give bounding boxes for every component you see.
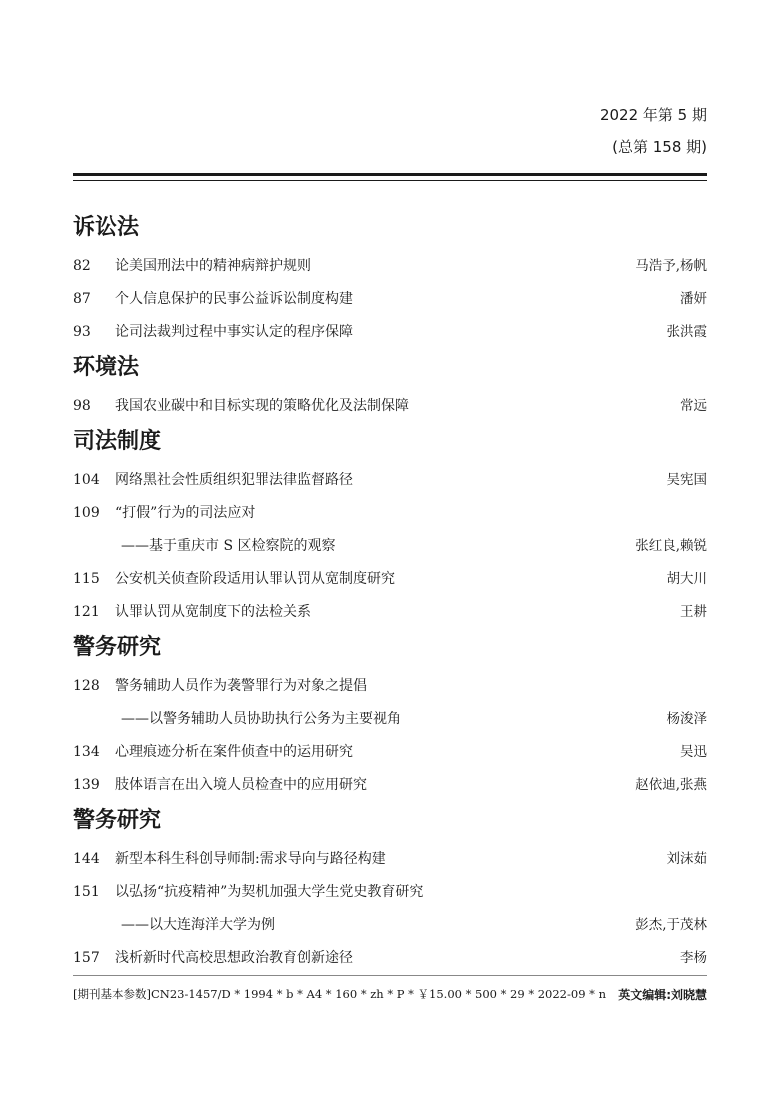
article-title: 个人信息保护的民事公益诉讼制度构建 xyxy=(115,291,353,307)
page-number: 157 xyxy=(73,950,100,966)
page-number: 109 xyxy=(73,505,100,521)
article-author: 胡大川 xyxy=(666,571,707,587)
section-title: 诉讼法 xyxy=(73,215,140,240)
article-title: 新型本科生科创导师制:需求导向与路径构建 xyxy=(115,851,386,867)
article-author: 张洪霞 xyxy=(666,324,707,340)
toc-entry[interactable] xyxy=(73,316,707,349)
page-number: 82 xyxy=(73,258,91,274)
toc-entry[interactable] xyxy=(73,909,707,942)
toc-entry[interactable] xyxy=(73,464,707,497)
toc-entry[interactable] xyxy=(73,736,707,769)
article-title: ——以大连海洋大学为例 xyxy=(121,917,275,933)
article-title: 肢体语言在出入境人员检查中的应用研究 xyxy=(115,777,367,793)
table-of-contents xyxy=(73,209,707,975)
toc-entry[interactable] xyxy=(73,530,707,563)
article-author: 王耕 xyxy=(680,604,707,620)
article-title: 认罪认罚从宽制度下的法检关系 xyxy=(115,604,311,620)
page-number: 139 xyxy=(73,777,100,793)
page-number: 128 xyxy=(73,678,100,694)
header-rule-thick xyxy=(73,173,707,176)
toc-entry[interactable] xyxy=(73,563,707,596)
toc-entry[interactable] xyxy=(73,390,707,423)
section-title: 司法制度 xyxy=(73,429,162,454)
page-number: 144 xyxy=(73,851,100,867)
article-title: 网络黑社会性质组织犯罪法律监督路径 xyxy=(115,472,353,488)
page-number: 121 xyxy=(73,604,100,620)
article-author: 张红良,赖锐 xyxy=(635,538,707,554)
article-author: 常远 xyxy=(680,398,707,414)
article-author: 李杨 xyxy=(680,950,707,966)
article-title: 以弘扬“抗疫精神”为契机加强大学生党史教育研究 xyxy=(115,884,424,900)
toc-entry[interactable] xyxy=(73,283,707,316)
article-title: 警务辅助人员作为袭警罪行为对象之提倡 xyxy=(115,678,367,694)
article-title: 论美国刑法中的精神病辩护规则 xyxy=(115,258,311,274)
article-author: 吴迅 xyxy=(680,744,707,760)
article-title: 浅析新时代高校思想政治教育创新途径 xyxy=(115,950,353,966)
toc-entry[interactable] xyxy=(73,670,707,703)
article-title: 心理痕迹分析在案件侦查中的运用研究 xyxy=(115,744,353,760)
toc-entry[interactable] xyxy=(73,942,707,975)
page-number: 87 xyxy=(73,291,91,307)
page-number: 151 xyxy=(73,884,100,900)
issue-number: 2022 年第 5 期 xyxy=(599,106,707,124)
toc-entry[interactable] xyxy=(73,703,707,736)
article-title: 论司法裁判过程中事实认定的程序保障 xyxy=(115,324,353,340)
toc-entry[interactable] xyxy=(73,769,707,802)
page-number: 115 xyxy=(73,571,100,587)
journal-params: [期刊基本参数]CN23-1457/D * 1994 * b * A4 * 160 * zh * P * ￥15.00 * 500 * 29 * 2022-09 * n xyxy=(73,987,606,1001)
header-rule-thin xyxy=(73,180,707,181)
section-title: 警务研究 xyxy=(73,808,162,833)
section-title: 环境法 xyxy=(73,355,140,380)
article-author: 杨浚泽 xyxy=(666,711,707,727)
article-author: 赵依迪,张燕 xyxy=(635,777,707,793)
section-title: 警务研究 xyxy=(73,635,162,660)
issue-info xyxy=(600,103,707,167)
english-editor: 英文编辑:刘晓慧 xyxy=(618,988,707,1002)
article-title: “打假”行为的司法应对 xyxy=(115,505,256,521)
toc-entry[interactable] xyxy=(73,497,707,530)
article-author: 马浩予,杨帆 xyxy=(635,258,707,274)
article-title: 公安机关侦查阶段适用认罪认罚从宽制度研究 xyxy=(115,571,395,587)
toc-entry[interactable] xyxy=(73,876,707,909)
footer-rule xyxy=(73,975,707,976)
article-title: ——基于重庆市 S 区检察院的观察 xyxy=(121,538,336,554)
article-author: 吴宪国 xyxy=(666,472,707,488)
page-number: 98 xyxy=(73,398,91,414)
article-author: 潘妍 xyxy=(680,291,707,307)
article-title: 我国农业碳中和目标实现的策略优化及法制保障 xyxy=(115,398,409,414)
toc-entry[interactable] xyxy=(73,843,707,876)
toc-entry[interactable] xyxy=(73,596,707,629)
page-number: 104 xyxy=(73,472,100,488)
article-author: 刘沫茹 xyxy=(666,851,707,867)
page-number: 134 xyxy=(73,744,100,760)
page-number: 93 xyxy=(73,324,91,340)
article-author: 彭杰,于茂林 xyxy=(635,917,707,933)
issue-total: (总第 158 期) xyxy=(612,138,707,156)
toc-entry[interactable] xyxy=(73,250,707,283)
footer xyxy=(73,986,707,1003)
article-title: ——以警务辅助人员协助执行公务为主要视角 xyxy=(121,711,401,727)
